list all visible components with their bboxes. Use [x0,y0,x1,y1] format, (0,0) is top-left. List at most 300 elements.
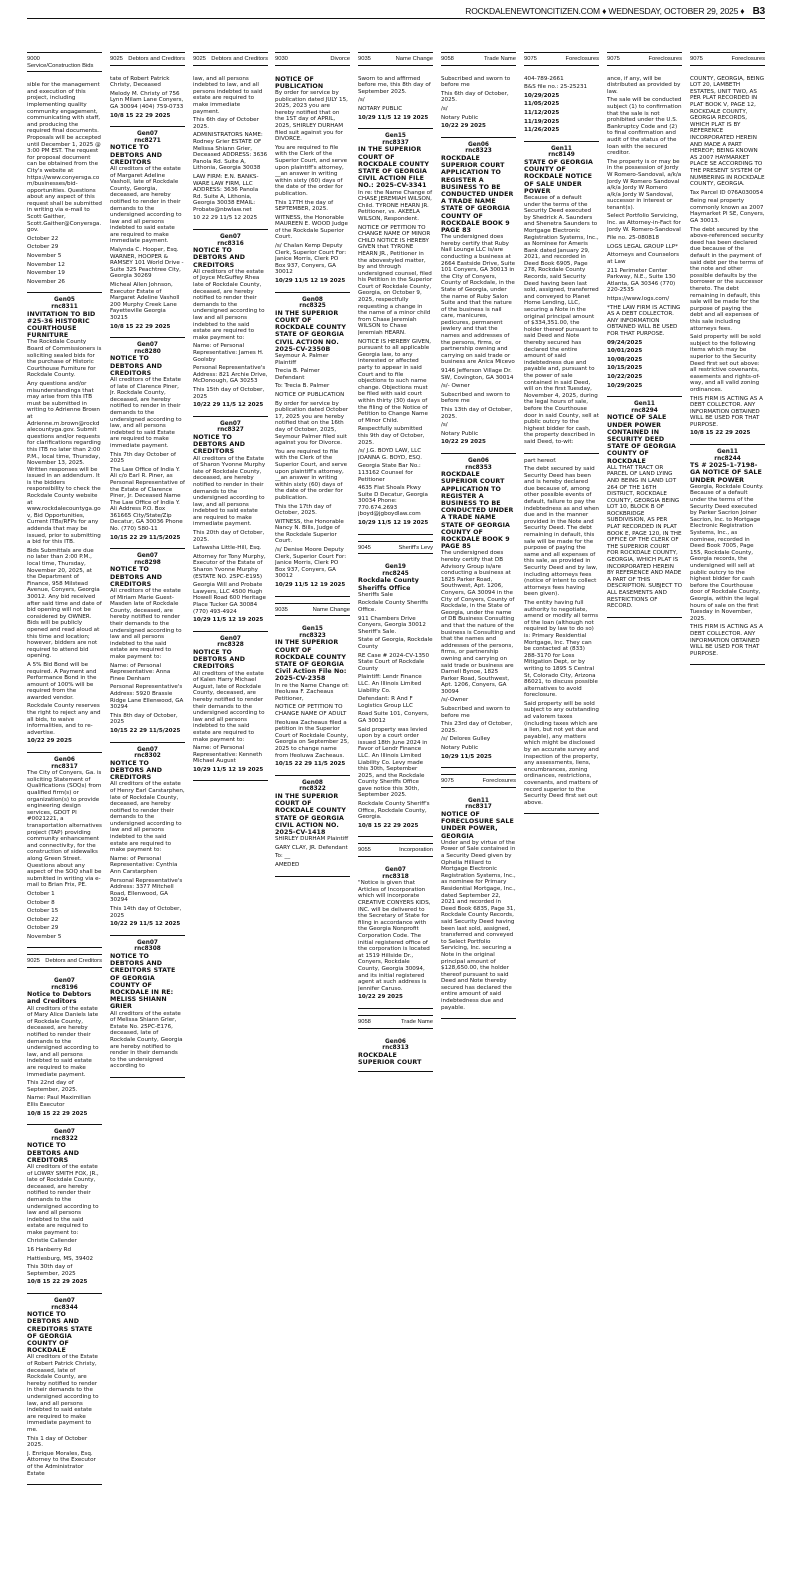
legal-notice [110,549,185,742]
notice-title: ROCKDALE SUPERIOR COURT APPLICATION TO REGISTER A BUSINESS TO BE CONDUCTED UNDER A TRADE NAME STATE OF GEORGIA COUNTY OF ROCKDALE BOOK 9 PAGE 83 [441,154,514,234]
section-number: 9075 [690,56,703,62]
legal-notice [275,776,350,877]
notice-paragraph: This 6th day of October 2025. [193,117,259,130]
notice-paragraph: part hereof. [524,457,557,464]
notice-paragraph: LOGS LEGAL GROUP LLP* [607,243,678,250]
section-number: 9035 [358,56,371,62]
legal-notice [358,129,433,535]
notice-code: Gen07 [137,553,158,560]
notice-paragraph: By order for service by publication dated October 17, 2025 you are hereby notified that on the 16th day of October, 2025, Seymour Palmer filed suit against you for Divorce. [275,400,349,447]
notice-ref: rnc8196 [51,984,78,991]
notice-ref: rnc8322 [51,1135,78,1142]
notice-code: Gen11 [717,449,738,456]
section-label: Sheriff's Levy [398,544,433,551]
notice-code: Gen11 [634,401,655,408]
notice-title: STATE OF GEORGIA COUNTY OF ROCKDALE NOTICE OF SALE UNDER POWER [524,158,594,195]
notice-paragraph: This the 17th day of October, 2025. [275,503,332,517]
column [607,52,682,618]
notice-paragraph: 10/29 11/5 12 19 2025 [193,766,264,773]
notice-paragraph: The Law Office of India Y. Ali c/o Earl R. Piner, as Personal Representative of the Estate of Clarence Piner, Jr. Deceased Name The Law Office of India Y. Ali Address P.O. Box 361665 City/State/Zip Decatur, GA 30036 Phone No. (770) 580-11 [110,466,185,533]
notice-paragraph: ADMINISTRATORS NAME: Rodney Grier ESTATE OF Melissa Shiann Grier, Deceased ADDRESS: 3636 Panola Rd. Suite A, Lithonia, Georgia 30038 [193,132,268,172]
notice-ref: rnc8245 [382,570,409,577]
notice-paragraph: Hattiesburg, MS, 39402 [27,1255,94,1262]
section-header [358,1015,433,1029]
notice-code: Gen07 [137,939,158,946]
notice-paragraph: J. Enrique Morales, Esq. Attorney to the Executor of the Administrator Estate [27,1450,96,1477]
notice-paragraph: /s/ J.G. BOYD LAW, LLC JOANNA G. BOYD, ESQ. [358,448,423,461]
notice-paragraph: File no. 25-080818 [607,235,660,242]
notice-paragraph: You are required to file with the Clerk of the Superior Court, and serve upon plaintiff's attorney, __an answer in writing within sixty (60) days of the date of the order for publication. [275,144,348,197]
section-header [275,603,350,617]
notice-paragraph: Attorney for Tony Murphy, Executor of the Estate of Sharon Yvonne Murphy (ESTATE NO. 25PC-E195) [193,553,266,580]
legal-notice [607,72,682,398]
notice-paragraph: 10/08/2025 [607,356,643,363]
notice-code: Gen19 [385,564,406,571]
notice-title: NOTICE OF PUBLICATION [275,75,324,90]
legal-notice [607,397,682,618]
section-number: 9058 [441,56,454,62]
masthead [27,6,765,19]
notice-paragraph: "Notice is given that Articles of Incorporation which will incorporate CREATIVE CONYERS KIDS, INC. will be delivered to the Secretary of State for filing in accordance with the Georgia Nonprofit Corporation Code. The initial registered office of the corporation is located at 1519 Hillside Dr., Conyers, Rockdale County, Georgia 30094, and its initial registered agent at such address is Jennifer Caruso. [358,880,431,992]
notice-ref: rnc8308 [134,946,161,953]
column [358,52,433,1072]
notice-paragraph: State of Georgia, Rockdale County [358,637,433,650]
notice-paragraph: ance, if any, will be distributed as provided by law. [607,75,681,95]
notice-paragraph: ALL THAT TRACT OR PARCEL OF LAND LYING AND BEING IN LAND LOT 264 OF THE 16TH DISTRICT, ROCKDALE COUNTY, GEORGIA BEING LOT 10, BLOCK B OF ROCKBRIDGE SUBDIVISION, AS PER PLAT RECORDED IN PLAT BOOK E, PAGE 120, IN THE OFFICE OF THE CLERK OF THE SUPERIOR COURT FOR ROCKDALE COUNTY, GEORGIA, WHICH PLAT IS INCORPORATED HEREIN BY REFERENCE AND MADE A PART OF THIS DESCRIPTION. SUBJECT TO ALL EASEMENTS AND RESTRICTIONS OF RECORD. [607,464,682,610]
notice-ref: rnc8328 [217,642,244,649]
section-number: 9025 [110,56,123,62]
notice-paragraph: Rockdale County Sheriffs Office. [358,600,428,614]
notice-title: IN THE SUPERIOR COURT OF ROCKDALE COUNTY STATE OF GEORGIA CIVIL ACTION NO. 2025-CV-1418 [275,792,347,836]
section-number: 9035 [275,606,288,613]
notice-ref: rnc8317 [51,763,78,770]
legal-notice [27,1125,102,1294]
notice-paragraph: Said property will be sold subject to the following items which may be superior to the Security Deed first set out above: all restrictive covenants, easements and rights-of-way, and all valid zoning ordinances. [690,334,761,393]
notice-paragraph: THIS FIRM IS ACTING AS A DEBT COLLECTOR. ANY INFORMATION OBTAINED WILL BE USED FOR THAT PURPOSE. [690,624,763,657]
section-number: 9025 [193,56,206,62]
separator-diamond-icon: ♦ [602,6,607,16]
notice-paragraph: Personal Representative's Address: 3377 Mitchell Road, Ellenwood, GA 30294 [110,877,183,904]
notice-paragraph: Lafawsha Little-Hill, Esq. [193,545,262,552]
notice-paragraph: Name: of Personal Representative: Anna Finee Denham [110,662,171,682]
section-label: Debtors and Creditors [128,56,185,62]
notice-paragraph: Notary Public [441,114,479,121]
notice-ref: rnc8322 [299,786,326,793]
notice-paragraph: All creditors of the estate of Henry Earl Carstarphen, late of Rockdale County, deceased, are hereby notified to render their demands to the undersigned according to law and all persons indebted to the said estate are required to make payment to: [110,781,185,854]
column [441,52,516,1019]
notice-paragraph: 10 22 29 11/5 12 2025 [193,215,258,222]
section-label: Name Change [312,606,350,613]
notice-paragraph: This 22nd day of September, 2025. [27,1080,78,1093]
notice-paragraph: Subscribed and sworn to before me [441,391,511,405]
legal-notice [27,293,102,753]
notice-paragraph: The debt secured by said Security Deed has been and is hereby declared due because of, among other possible events of default, failure to pay the indebtedness as and when due and in the manner provided in the Note and Security Deed. The debt remaining in default, this sale will be made for the purpose of paying the same and all expenses of this sale, as provided in Security Deed and by law, including attorneys fees (notice of intent to collect attorneys fees having been given). [524,466,599,598]
notice-paragraph: This 23rd day of October, 2025. [441,721,513,734]
notice-ref: rnc8311 [51,304,78,310]
notice-paragraph: Name: of Personal Representative: Cynthia Ann Carstarphen [110,855,178,876]
notice-title: ROCKDALE SUPERIOR COURT [358,1051,422,1066]
notice-paragraph: Attorneys and Counselors at Law [607,252,679,266]
notice-paragraph: Sheriffs Sale [358,591,393,598]
notice-paragraph: Notary Public [441,745,479,752]
notice-paragraph: You are required to file with the Clerk of the Superior Court, and serve upon plaintiff's attorney, __an answer in writing within sixty (60) days of the date of the order for publication. [275,448,348,501]
notice-code: Gen07 [220,234,241,241]
legal-notice [275,72,350,293]
notice-title: NOTICE TO DEBTORS AND CREDITORS [27,1142,80,1164]
notice-paragraph: 10/22 29 11/5 12 2025 [193,402,264,409]
notice-paragraph: Any questions and/or misunderstandings that may arise from this ITB must be submitted in writing to Adrienne Brown at Adrienne.m.brown@rockdalecountyga.gov. Submit questions and/or requests for clarifications regarding this ITB no later than 2:00 P.M., local time, Thursday, November 13, 2025. Written responses will be issued in an addendum. It is the bidders responsibility to check the Rockdale County website at www.rockdalecountyga.gov, Bid Opportunities, Current ITBs/RFPs for any addenda that may be issued, prior to submitting a bid for this ITB. [27,380,101,546]
notice-paragraph: Notary Public [441,430,479,437]
notice-title: NOTICE OF SALE UNDER POWER CONTAINED IN SECURITY DEED STATE OF GEORGIA COUNTY OF ROCKDALE [607,414,677,465]
legal-notice [441,138,516,454]
section-number: 9075 [441,778,454,785]
notice-code: Gen05 [54,297,75,304]
notice-code: Gen07 [137,342,158,349]
column [690,52,765,665]
notice-paragraph: October 8 [27,899,55,906]
notice-paragraph: The entity having full authority to negotiate, amend or modify all terms of the loan (although not required by law to do so) is: Primary Residential Mortgage, Inc. They can be contacted at (833) 288-3170 for Loss Mitigation Dept, or by writing to 1895 S Central St, Colorado City, Arizona 86021, to discuss possible alternatives to avoid foreclosure. [524,599,599,699]
notice-paragraph: 10/22 29 2025 [358,994,403,1001]
section-number: 9058 [358,1018,371,1025]
notice-paragraph: NOTARY PUBLIC [358,105,403,112]
notice-title: INVITATION TO BID #25-36 HISTORIC COURTHOUSE FURNITURE [27,310,96,340]
notice-ref: rnc8316 [217,240,244,247]
legal-notice [358,863,433,1009]
notice-paragraph: Malynda C. Hooper, Esq. WARNER, HOOPER & RAMSEY 101 World Drive - Suite 325 Peachtree City, Georgia 30269 [110,247,184,280]
notice-title: Notice to Debtors and Creditors [27,991,92,1006]
notice-paragraph: WITNESS, the Honorable MAUREEN E. WOOD Judge of the Rockdale Superior Court. [275,214,348,241]
section-number: 9075 [524,56,537,62]
section-header [27,954,102,968]
notice-code: Gen15 [385,133,406,140]
legal-notice [358,560,433,837]
notice-paragraph: November 5 [27,933,62,940]
section-header [441,52,516,66]
notice-paragraph: 10/8 15 22 29 2025 [358,822,419,829]
section-header [524,52,599,66]
section-header [441,774,516,788]
section-header [358,843,433,857]
notice-paragraph: All creditors of the estate of Melissa Shiann Grier, Estate No. 25PC-E176, deceased, late of Rockdale County, Georgia are hereby notified to render in their demands to the undersigned according to [110,1010,183,1070]
notice-paragraph: Personal Representative's Address: 821 Archie Drive, McDonough, GA 30253 [193,365,268,385]
section-header [358,541,433,555]
notice-paragraph: Subscribed and sworn to before me [441,75,511,89]
notice-paragraph: RE Case # 2024-CV-1350 State Court of Rockdale County [358,652,430,672]
legal-notice [27,1294,102,1485]
notice-paragraph: 10/22 29 2025 [441,123,486,130]
notice-paragraph: To: __ [275,853,291,860]
notice-paragraph: All creditors of the estate of Kalen Harry Michael August, late of Rockdale County, deceased, are hereby notified to render their demands to the undersigned according to law and all persons indebted to the said estate are required to make payment to: [193,670,265,743]
notice-paragraph: /s/ Chalan Kemp Deputy Clerk, Superior Court For: Janice Morris, Clerk PO Box 937, Conyers, GA 30012 [275,243,347,276]
notice-paragraph: Christie Callender [27,1238,77,1245]
notice-paragraph: Select Portfolio Servicing, Inc. as Attorney-in-Fact for Jordy W. Romero-Sandoval [607,213,681,233]
notice-paragraph: Georgia State Bar No.: 113162 Counsel for Petitioner [358,463,421,483]
notice-paragraph: Rockdale County Sheriff's Office, Rockdale County, Georgia. [358,801,430,821]
notice-paragraph: The Rockdale County Board of Commissioners is soliciting sealed bids for the purchase of Historic Courthouse Furniture for Rockdale County. [27,339,102,379]
notice-paragraph: This 1 day of October 2025. [27,1435,88,1449]
notice-paragraph: https://www.logs.com/ [607,296,670,302]
notice-paragraph: /s/-Owner [441,697,469,704]
notice-paragraph: October 29 [27,244,59,251]
legal-notice [27,78,102,293]
notice-paragraph: Under and by virtue of the Power of Sale contained in a Security Deed given by Ophelia Hilliard to Mortgage Electronic Registration Systems, Inc., as nominee for Primary Residential Mortgage, Inc., dated September 22, 2021 and recorded in Deed Book 6835, Page 31, Rockdale County Records, said Security Deed having been last sold, assigned, transferred and conveyed to Select Portfolio Servicing, Inc. securing a Note in the original principal amount of $128,650.00, the holder thereof pursuant to said Deed and Note thereby secured has declared the entire amount of said indebtedness due and payable. [441,839,516,1011]
notice-paragraph: Rockdale County reserves the right to reject any and all bids, to waive informalities, and to re-advertise. [27,703,101,736]
notice-paragraph: NOTICE OF PETITION TO CHANGE NAME OF MINOR CHILD NOTICE IS HEREBY GIVEN that TYRONE HEARN JR., Petitioner in the abovestyled matter, by and through undersigned counsel, filed his Petition in the Superior Court of Rockdale County, Georgia, on October 9, 2025, respectfully requesting a change in the name of a minor child from Chase Jeremiah WILSON to Chase Jeremiah HEARN. [358,224,433,337]
notice-code: Gen07 [54,1129,75,1136]
notice-title: IN THE SUPERIOR COURT OF ROCKDALE COUNTY STATE OF GEORGIA CIVIL ACTION FILE NO.: 2025-CV-3341 [358,146,430,190]
notice-paragraph: 11/05/2025 [524,101,560,108]
notice-paragraph: AMEDED [275,861,300,868]
notice-title: TS # 2025-1-7198-GA NOTICE OF SALE UNDER POWER [690,462,762,484]
notice-paragraph: 10/8 15 22 29 2025 [110,112,171,119]
notice-paragraph: November 19 [27,270,65,277]
column [524,52,599,814]
notice-title: Rockdale County Sheriffs Office [358,577,420,592]
column [110,52,185,1078]
legal-notice [193,632,268,782]
section-header [110,52,185,66]
notice-paragraph: WITNESS, the Honorable Nancy N. Bills, Judge of the Rockdale Superior Court. [275,518,344,545]
notice-paragraph: 10/8 15 22 29 2025 [690,430,751,437]
notice-paragraph: Road Suite 101, Conyers, GA 30012 [358,711,429,724]
notice-paragraph: Personal Representative's Address: 5920 Brassie Ridge Lane Ellenwood, GA 30294 [110,684,184,711]
notice-paragraph: /s/- Owner [441,383,470,390]
site-url: ROCKDALENEWTONCITIZEN.COM [465,6,600,16]
legal-notice [193,230,268,417]
notice-paragraph: November 12 [27,261,65,268]
notice-paragraph: 404-789-2661 [524,75,564,82]
notice-paragraph: law, and all persons indebted to law, and all persons indebted to said estate are required to make immediate payment. [193,75,263,115]
notice-paragraph: tate of Robert Patrick Christy, Deceased [110,75,170,89]
notice-title: NOTICE TO DEBTORS AND CREDITORS [193,648,246,671]
notice-paragraph: Name: of Personal Representative: Kenneth Michael August [193,745,263,765]
notice-code: Gen15 [302,626,323,633]
section-number: 9045 [358,544,371,551]
legal-notice [27,974,102,1125]
notice-paragraph: 10/8 15 22 29 2025 [110,323,171,330]
legal-notice [358,72,433,130]
notice-paragraph: COUNTY, GEORGIA, BEING LOT 20, LAMBETH ESTATES, UNIT TWO, AS PER PLAT RECORDED IN PLAT BOOK V, PAGE 12, ROCKDALE COUNTY, GEORGIA RECORDS, WHICH PLAT IS BY REFERENCE INCORPORATED HEREIN AND MADE A PART HEREOF; BEING KNOWN AS 2007 HAYMARKET PLACE SE ACCORDING TO THE PRESENT SYSTEM OF NUMBERING IN ROCKDALE COUNTY, GEORGIA. [690,75,765,188]
legal-notice [110,72,185,128]
notice-paragraph: The City of Conyers, Ga. is soliciting Statement of Qualifications (SOQs) from qualified firm(s) or organization(s) to provide engineering design services, GDOT PI #0021221, a transportation alternatives project (TAP) providing community enhancement and connectivity, for the construction of sidewalks along Green Street. Questions about any aspect of the SOQ shall be submitted in writing via e-mail to Brian Frix, PE. [27,770,102,889]
notice-paragraph: sible for the management and execution of this project, including implementing quality community engagement, communicating with staff, and producing the required final documents. Proposals will be accepted until December 1, 2025 @ 3:00 PM EST. The request for proposal document can be obtained from the City's website at https://www.conyersga.com/businesses/bid-opportunities. Questions about any aspect of this request shall be submitted in writing via e-mail to Scott Gaither, Scott.Gaither@Conyersga.gov. [27,82,102,234]
notice-title: NOTICE TO DEBTORS AND CREDITORS STATE OF GEORGIA COUNTY OF ROCKDALE [27,1311,93,1355]
notice-title: NOTICE TO DEBTORS AND CREDITORS [110,759,163,782]
notice-ref: rnc8313 [382,1045,409,1052]
notice-paragraph: Name: of Personal Representative: James H. Goolsby [193,343,264,363]
notice-code: Gen06 [468,457,489,464]
notice-paragraph: 10/22 29 2025 [27,738,72,745]
notice-code: Gen11 [468,797,489,804]
section-label: Foreclosures [565,56,599,62]
notice-paragraph: 4635 Flat Shoals Pkwy Suite D Decatur, Georgia 30034 Phone: 770.674.2693 jboyd@jgboydlaw.com [358,485,428,518]
notice-code: Gen06 [385,1038,406,1045]
notice-code: Gen06 [54,757,75,764]
notice-paragraph: All creditors of the estate of Mary Alice Daniels late of Rockdale County, deceased, are hereby notified to render their demands to the undersigned according to law, and all persons indebted to said estate are required to make immediate payment. [27,1005,99,1078]
notice-paragraph: All creditors of the Estate of Sharon Yvonne Murphy late of Rockdale County, deceased, are hereby notified to render in their demands to the undersigned according to law, and all persons indebted to said estate are required to make immediate payment. [193,455,266,528]
notice-paragraph: 10/29 11/5 12 19 2025 [275,582,346,589]
notice-paragraph: Bids Submittals are due no later than 2:00 P.M., local time, Thursday, November 20, 2025, at the Department of Finance, 958 Milstead Avenue, Conyers, Georgia 30012. Any bid received after said time and date of bid opening will not be considered by OWNER. Bids will be publicly opened and read aloud at this time and location; however, bidders are not required to attend bid opening. [27,547,102,660]
notice-paragraph: 10/29 11/5 12 19 2025 [358,114,429,121]
section-header [358,52,433,66]
legal-notice [275,293,350,597]
notice-paragraph: In re: the Name Change of CHASE JEREMIAH WILSON, Child. TYRONE HEARN JR. Petitioner, vs. AKEELA WILSON, Respondent. [358,189,433,222]
section-number: 9030 [275,56,288,62]
column [27,52,102,1485]
notice-paragraph: Because of a default under the terms of the Security Deed executed by Shedrick A. Saunders and Shenetra Saunders to Mortgage Electronic Registration Systems, Inc., as Nominee for Ameris Bank dated January 29, 2021, and recorded in Deed Book 6905, Page 278, Rockdale County Records, said Security Deed having been last sold, assigned, transferred and conveyed to Planet Home Lending, LLC, securing a Note in the original principal amount of $334,351.00, the holder thereof pursuant to said Deed and Note thereby secured has declared the entire amount of said indebtedness due and payable and, pursuant to the power of sale contained in said Deed, will on the first Tuesday, November 4, 2025, during the legal hours of sale, before the Courthouse door in said County, sell at public outcry to the highest bidder for cash, the property described in said Deed, to-wit: [524,194,599,445]
section-header [607,52,682,66]
notice-paragraph: November 5 [27,253,62,260]
notice-paragraph: /s/ [358,97,365,104]
notice-paragraph: October 15 [27,908,59,915]
notice-paragraph: 09/24/2025 [607,339,643,346]
notice-paragraph: 10/8 15 22 29 2025 [27,1110,88,1117]
notice-paragraph: October 22 [27,916,59,923]
notice-paragraph: This 8th day of October, 2025 [110,712,178,726]
notice-paragraph: /s/ Delores Gulley [441,736,491,743]
notice-paragraph: 10/22 29 2025 [441,439,486,446]
section-header [275,52,350,66]
notice-code: Gen07 [220,635,241,642]
notice-paragraph: November 26 [27,278,65,285]
notice-code: Gen07 [54,1298,75,1305]
notice-code: Gen07 [137,746,158,753]
legal-notice [441,794,516,1019]
notice-paragraph: This 17TH the day of SEPTEMBER, 2025. [275,199,334,213]
notice-paragraph: 10/15 22 29 11/5/2025 [110,727,181,734]
notice-paragraph: 10/29/2025 [607,382,643,389]
notice-ref: rnc8317 [465,804,492,811]
notice-paragraph: Respectfully submitted this 9th day of October, 2025. [358,426,425,446]
notice-paragraph: Ifeoluwa Zacheaus filed a petition in the Superior Court of Rockdale County, Georgia on September 25, 2025 to change name from Ifeoluwa Zacheaus. [275,719,350,759]
legal-notice [690,72,765,445]
legal-notice [110,338,185,549]
notice-paragraph: A 5% Bid Bond will be required. A Payment and Performance Bond in the amount of 100% will be required from the awarded vendor. [27,661,97,701]
notice-paragraph: 16 Hanberry Rd [27,1247,72,1254]
notice-paragraph: 11/26/2025 [524,127,560,134]
section-label: Name Change [395,56,433,62]
notice-paragraph: Subscribed and sworn to before me [441,706,511,719]
notice-code: Gen08 [302,296,323,303]
notice-paragraph: 911 Chambers Drive Conyers, Georgia 30012 Sheriff's Sale. [358,615,426,635]
notice-paragraph: Plaintiff: Lendr Finance LLC. An Illinois Limited Liability Co. [358,674,422,694]
notice-paragraph: The property is or may be in the possession of Jordy W Romero-Sandoval, a/k/a Jordy W Romero Sandoval a/k/a Jordy W Romero a/k/a Jordy W Sandoval, successor in interest or tenant(s). [607,158,682,211]
section-header [193,52,268,66]
notice-paragraph: This 30th day of September, 2025 [27,1264,76,1277]
notice-paragraph: This 7th day October of 2025 [110,451,176,465]
notice-paragraph: October 29 [27,925,59,932]
notice-ref: rnc8149 [548,152,575,159]
section-label: Foreclosures [648,56,682,62]
notice-paragraph: Said property will be sold subject to any outstanding ad valorem taxes (including taxes which are a lien, but not yet due and payable), any matters which might be disclosed by an accurate survey and inspection of the property, any assessments, liens, encumbrances, zoning ordinances, restrictions, covenants, and matters of record superior to the Security Deed first set out above. [524,700,599,806]
section-label: Debtors and Creditors [211,56,268,62]
notice-paragraph: Melody M. Christy of 756 Lynn Milam Lane Conyers, GA 30094 (404) 759-0733 [110,90,184,110]
notice-paragraph: 10/01/2025 [607,348,643,355]
page-number: B3 [752,6,765,17]
notice-paragraph: Being real property commonly known as 2007 Haymarket Pl SE, Conyers, GA 30013. [690,198,765,225]
section-number: 9055 [358,847,371,854]
issue-date: WEDNESDAY, OCTOBER 29, 2025 [608,6,739,16]
notice-code: Gen07 [137,131,158,138]
notice-ref: rnc8323 [299,632,326,639]
notice-code: Gen07 [54,978,75,985]
notice-paragraph: 10/29 11/5 2025 [441,753,492,760]
notice-ref: rnc8327 [217,427,244,434]
legal-notice [524,142,599,454]
section-number: 9025 [27,958,40,965]
notice-paragraph: The undersigned does hereby certify that Ruby Nail Lounge LLC is/are conducting a business at 2664 Eastside Drive, Suite 101 Conyers, GA 30013 in the City of Conyers, County of Rockdale, in the State of Georgia, under the name of Ruby Salon Suite and that the nature of the business is nail care, manicures, pedicures, permanent jewlery and that the names and addresses of the persons, firms, or partnership owning and carrying on said trade or business are Anica Micevo [441,234,516,366]
section-number: 9075 [607,56,620,62]
notice-paragraph: To: Trecia B. Palmer [275,383,330,390]
notice-paragraph: Seymour A. Palmer Plaintiff [275,353,329,366]
notice-paragraph: 10/29 11/5 12 19 2025 [275,278,346,285]
notice-paragraph: This 13th day of October, 2025. [441,407,513,420]
notice-paragraph: Georgia, Rockdale County. Because of a default under the terms of the Security Deed executed by Parker Sacrion Joiner Sacrion, Inc. to Mortgage Electronic Registration Systems, Inc., as nominee, recorded in Deed Book 7005, Page 155, Rockdale County, Georgia records, the undersigned will sell at public outcry to the highest bidder for cash before the Courthouse door of Rockdale County, Georgia, within the legal hours of sale on the first Tuesday in November, 2025. [690,483,764,622]
notice-paragraph: Said property was levied upon by a court order issued 18th June 2024 in Favor of Lendr Finance LLC. An Illinois Limited Liability Co. Levy made this 30th, September 2025, and the Rockdale County Sheriffs Office gave notice this 30th, September 2025. [358,726,428,799]
notice-ref: rnc8294 [631,407,658,414]
notice-paragraph: Micheal Allen Johnson, Executor Estate of Margaret Adeline Vasholl 200 Murphy Creek Lane Fayetteville Georgia 30215 [110,282,180,322]
section-label: Service/Construction Bids [27,62,94,69]
notice-paragraph: All creditors of the Estate of late of Clarence Piner, Jr. Rockdale County, deceased, are hereby notified to render in their demands to the undersigned according to law, and all persons indebted to said Estate are required to make immediate payment. [110,377,182,449]
notice-paragraph: All creditors of the estate of Margaret Adeline Vasholl, late of Rockdale County, Georgia, deceased, are hereby notified to render in their demands to the undersigned according to law and all persons indebted to said estate are required to make immediate payment. [110,165,182,245]
notice-code: Gen07 [385,867,406,874]
notice-paragraph: /s/ [441,105,448,112]
notice-paragraph: This 20th day of October, 2025. [193,530,265,543]
notice-paragraph: 10/22 29 11/5 12 2025 [110,921,181,928]
notice-ref: rnc8325 [299,303,326,310]
section-header [27,52,102,72]
notice-paragraph: This 6th day of October, 2025. [441,90,509,104]
notice-paragraph: Name: Paul Maximilian Ellis Executor [27,1095,91,1108]
legal-notice [193,72,268,230]
notice-paragraph: By order for service by publication dated JULY 15, 2025, 2023 you are hereby notified that on the 1ST day of APRIL, 2025, SHIRLEY DURHAM filed suit against you for DIVORCE. [275,90,348,143]
legal-notice [110,743,185,936]
notice-title: NOTICE TO DEBTORS AND CREDITORS [193,433,246,456]
section-label: Incorporation [399,847,433,854]
notice-code: Gen06 [468,141,489,148]
section-number: 9000 [27,56,40,62]
notice-ref: rnc8298 [134,559,161,566]
section-label: Divorce [330,56,350,62]
notice-paragraph: 10/29/2025 [524,92,560,99]
legal-notice [110,127,185,338]
legal-notice [110,936,185,1078]
legal-notice [358,1035,433,1073]
notice-paragraph: *THE LAW FIRM IS ACTING AS A DEBT COLLECTOR. ANY INFORMATION OBTAINED WILL BE USED FOR THAT PURPOSE. [607,304,681,337]
notice-paragraph: 211 Perimeter Center Parkway, N.E., Suite 130 Atlanta, GA 30346 (770) 220-2535 [607,267,676,294]
notice-paragraph: October 22 [27,235,59,242]
legal-notice [441,72,516,138]
notice-ref: rnc8323 [465,148,492,155]
notice-title: ROCKDALE SUPERIOR COURT APPLICATION TO REGISTER A BUSINESS TO BE CONDUCTED UNDER A TRADE NAME STATE OF GEORGIA COUNTY OF ROCKDALE BOOK 9 PAGE 85 [441,471,514,551]
legal-notice [524,72,599,142]
notice-title: IN THE SUPERIOR COURT OF ROCKDALE COUNTY STATE OF GEORGIA CIVIL ACTION NO. 2025-CV-2350B [275,309,347,353]
section-label: Debtors and Creditors [45,958,102,965]
notice-paragraph: 10/22/2025 [607,373,643,380]
notice-paragraph: THIS FIRM IS ACTING AS A DEBT COLLECTOR. ANY INFORMATION OBTAINED WILL BE USED FOR THAT PURPOSE. [690,395,763,428]
column [275,52,350,877]
notice-paragraph: 10/29 11/5 12 19 2025 [358,520,429,527]
notice-paragraph: The sale will be conducted subject (1) to confirmation that the sale is not prohibited under the U.S. Bankruptcy Code and (2) to final confirmation and audit of the status of the loan with the secured creditor. [607,97,682,157]
notice-paragraph: Defendant: R And F Logistics Group LLC [358,696,413,709]
separator-diamond-icon: ♦ [740,6,745,16]
notice-title: NOTICE OF FORECLOSURE SALE UNDER POWER, GEORGIA [441,811,514,840]
notice-title: NOTICE TO DEBTORS AND CREDITORS [110,566,163,588]
legal-notice [441,454,516,768]
legal-notice [27,753,102,948]
notice-ref: rnc8244 [714,455,741,462]
notice-paragraph: All creditors of the estate of Joyce McGuffey Rhea late of Rockdale County, deceased, are hereby notified to render their demands to the undersigned according to law and all persons indebted to the said estate are required to make payment to: [193,268,265,341]
